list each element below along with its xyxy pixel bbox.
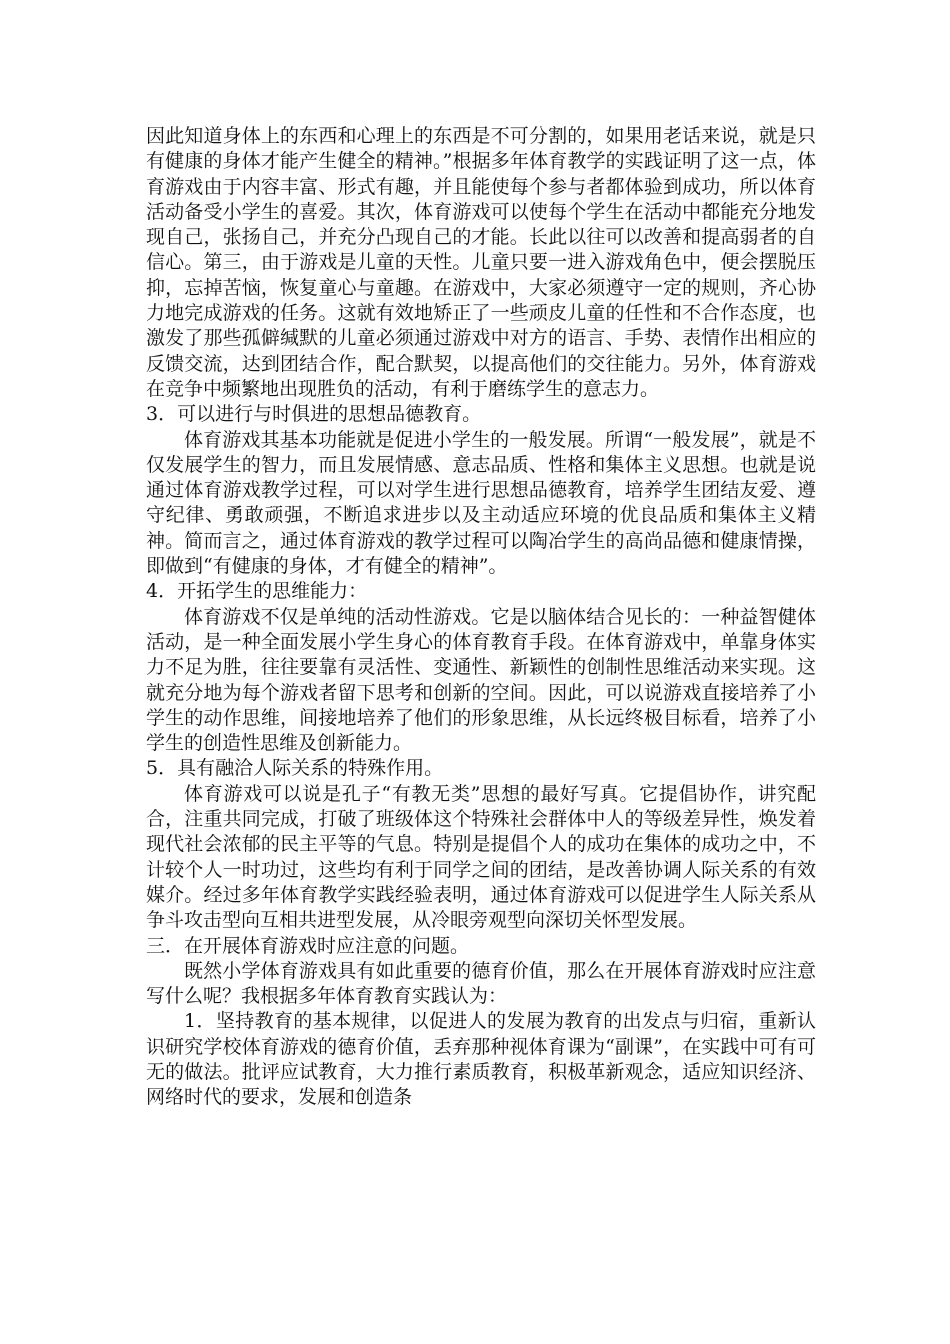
section-heading: 三．在开展体育游戏时应注意的问题。 [146, 934, 470, 957]
body-paragraph: 体育游戏不仅是单纯的活动性游戏。它是以脑体结合见长的：一种益智健体活动，是一种全面发展小学生身心的体育教育手段。在体育游戏中，单靠身体实力不足为胜，往往要靠有灵活性、变通性、新颖性的创制性思维活动来实现。这就充分地为每个游戏者留下思考和创新的空间。因此，可以说游戏直接培养了小学生的动作思维，间接地培养了他们的形象思维，从长远终极目标看，培养了小学生的创造性思维及创新能力。 [146, 605, 816, 755]
body-paragraph: 体育游戏可以说是孔子“有教无类”思想的最好写真。它提倡协作，讲究配合，注重共同完成，打破了班级体这个特殊社会群体中人的等级差异性，焕发着现代社会浓郁的民主平等的气息。特别是提倡个人的成功在集体的成功之中，不计较个人一时功过，这些均有利于同学之间的团结，是改善协调人际关系的有效媒介。经过多年体育教学实践经验表明，通过体育游戏可以促进学生人际关系从争斗攻击型向互相共进型发展，从冷眼旁观型向深切关怀型发展。 [146, 782, 816, 932]
document-page [146, 124, 816, 1111]
body-paragraph: 体育游戏其基本功能就是促进小学生的一般发展。所谓“一般发展”，就是不仅发展学生的智力，而且发展情感、意志品质、性格和集体主义思想。也就是说通过体育游戏教学过程，可以对学生进行思想品德教育，培养学生团结友爱、遵守纪律、勇敢顽强，不断追求进步以及主动适应环境的优良品质和集体主义精神。简而言之，通过体育游戏的教学过程可以陶冶学生的高尚品德和健康情操，即做到“有健康的身体，才有健全的精神”。 [146, 428, 816, 578]
body-paragraph: 既然小学体育游戏具有如此重要的德育价值，那么在开展体育游戏时应注意写什么呢？我根据多年体育教育实践认为： [146, 959, 816, 1008]
body-paragraph: 1．坚持教育的基本规律，以促进人的发展为教育的出发点与归宿，重新认识研究学校体育游戏的德育价值，丢弃那种视体育课为“副课”，在实践中可有可无的做法。批评应试教育，大力推行素质教育，积极革新观念，适应知识经济、网络时代的要求，发展和创造条 [146, 1010, 816, 1109]
section-heading: 3．可以进行与时俱进的思想品德教育。 [146, 403, 482, 426]
body-paragraph: 因此知道身体上的东西和心理上的东西是不可分割的，如果用老话来说，就是只有健康的身体才能产生健全的精神。”根据多年体育教学的实践证明了这一点，体育游戏由于内容丰富、形式有趣，并且能使每个参与者都体验到成功，所以体育活动备受小学生的喜爱。其次，体育游戏可以使每个学生在活动中都能充分地发现自己，张扬自己，并充分凸现自己的才能。长此以往可以改善和提高弱者的自信心。第三，由于游戏是儿童的天性。儿童只要一进入游戏角色中，便会摆脱压抑，忘掉苦恼，恢复童心与童趣。在游戏中，大家必须遵守一定的规则，齐心协力地完成游戏的任务。这就有效地矫正了一些顽皮儿童的任性和不合作态度，也激发了那些孤僻缄默的儿童必须通过游戏中对方的语言、手势、表情作出相应的反馈交流，达到团结合作，配合默契，以提高他们的交往能力。另外，体育游戏在竞争中频繁地出现胜负的活动，有利于磨练学生的意志力。 [146, 125, 816, 400]
section-heading: 4．开拓学生的思维能力： [146, 580, 368, 603]
section-heading: 5．具有融洽人际关系的特殊作用。 [146, 757, 444, 780]
